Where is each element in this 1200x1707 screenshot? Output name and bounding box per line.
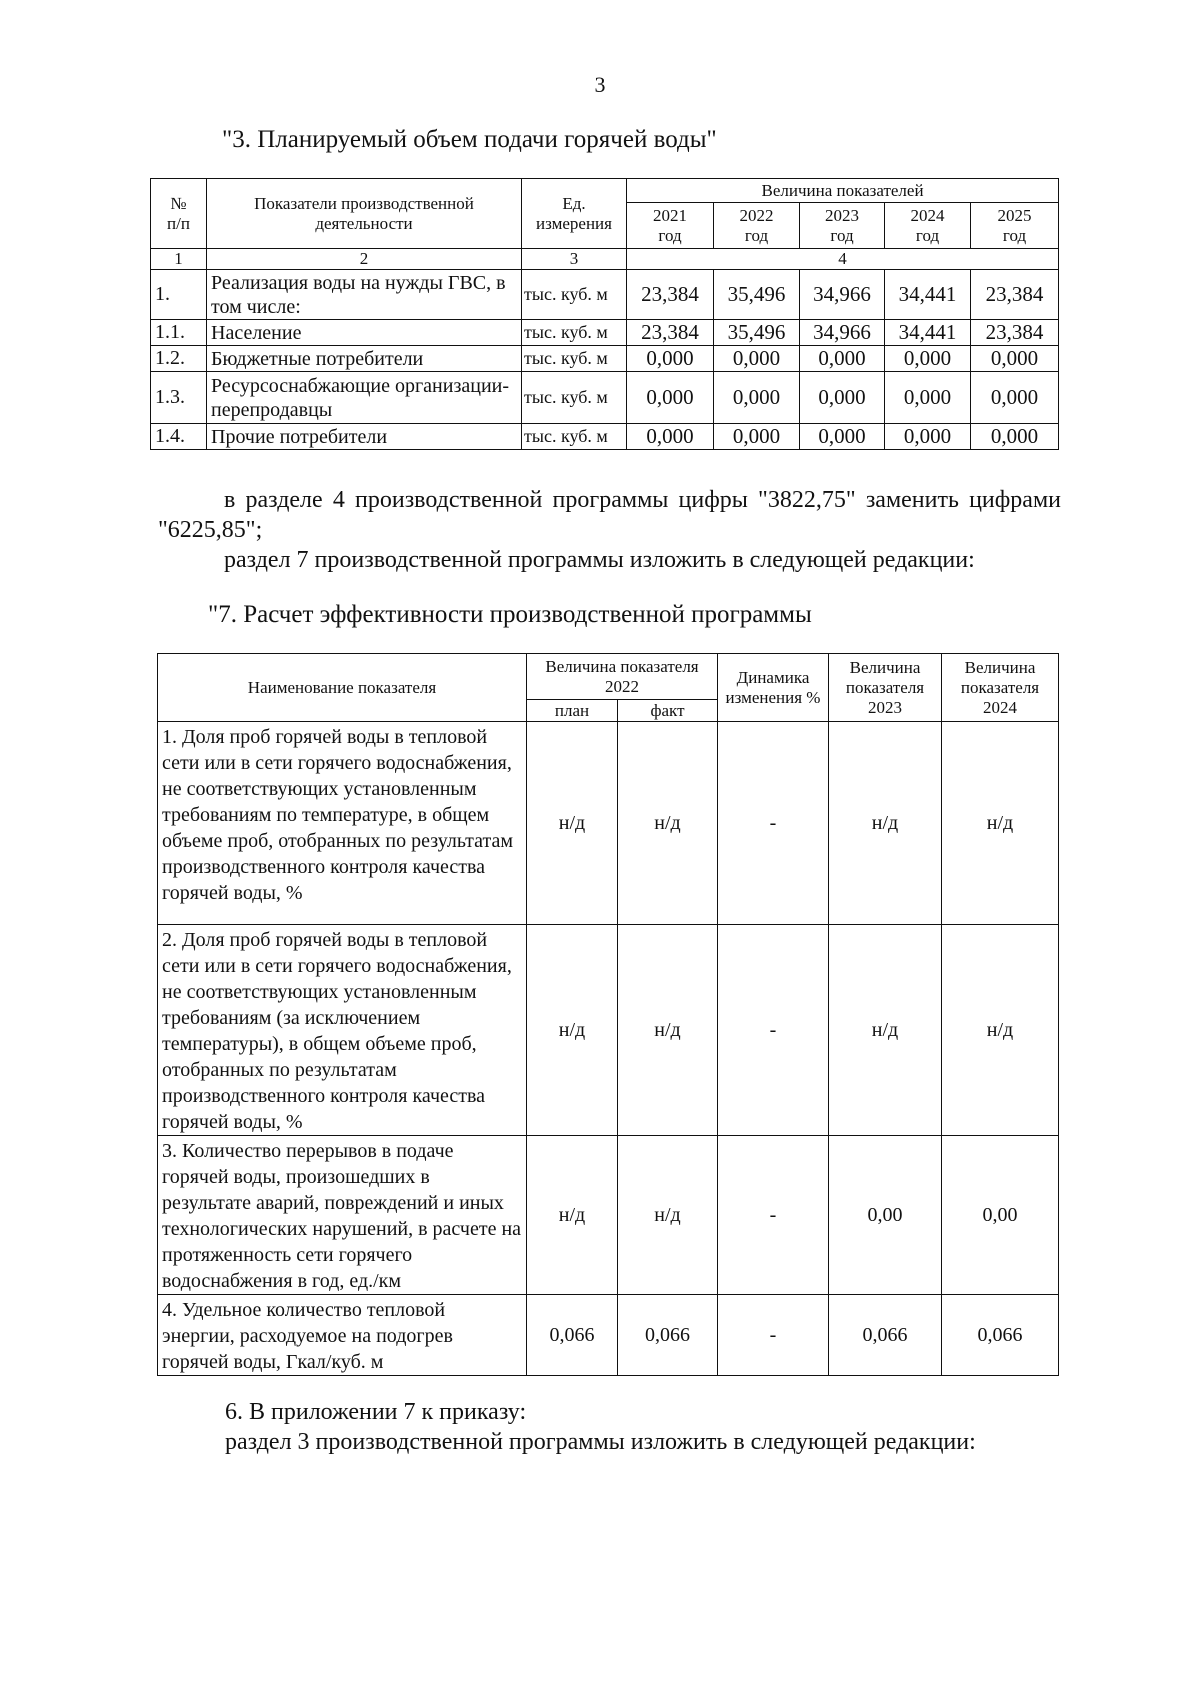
- section7-title: "7. Расчет эффективности производственной программы: [208, 601, 812, 628]
- row-unit: тыс. куб. м: [522, 320, 627, 346]
- row-num: 1.3.: [151, 372, 207, 424]
- table-row: [151, 270, 1059, 320]
- row-unit: тыс. куб. м: [522, 346, 627, 372]
- value-dynamics: -: [718, 925, 829, 1136]
- efficiency-table: [157, 653, 1059, 1376]
- row-value: 0,000: [714, 424, 800, 450]
- row-value: 0,000: [971, 346, 1059, 372]
- row-value: 23,384: [971, 320, 1059, 346]
- row-value: 0,000: [714, 372, 800, 424]
- value-fact: н/д: [618, 1136, 718, 1295]
- footer-line-section3: раздел 3 производственной программы изложить в следующей редакции:: [225, 1429, 976, 1455]
- column-numbers-row: [151, 249, 1059, 270]
- row-value: 0,000: [714, 346, 800, 372]
- value-dynamics: -: [718, 722, 829, 925]
- table-row: [151, 372, 1059, 424]
- section3-title: "3. Планируемый объем подачи горячей воды": [222, 126, 717, 153]
- table-row: [151, 424, 1059, 450]
- value-fact: 0,066: [618, 1295, 718, 1376]
- value-2024: 0,066: [942, 1295, 1059, 1376]
- value-dynamics: -: [718, 1136, 829, 1295]
- header-year: 2024 год: [885, 203, 971, 249]
- indicator-name: 3. Количество перерывов в подаче горячей воды, произошедших в результате аварий, повреждений и иных технологических нарушений, в расчете на протяженность сети горячего водоснабжения в год, ед./км: [158, 1136, 527, 1295]
- row-value: 0,000: [627, 372, 714, 424]
- paragraph-section7-intro: раздел 7 производственной программы изложить в следующей редакции:: [224, 547, 975, 573]
- row-value: 23,384: [971, 270, 1059, 320]
- row-value: 0,000: [800, 346, 885, 372]
- row-value: 34,966: [800, 320, 885, 346]
- header-year: 2025 год: [971, 203, 1059, 249]
- table-row: [158, 1136, 1059, 1295]
- value-2024: 0,00: [942, 1136, 1059, 1295]
- row-unit: тыс. куб. м: [522, 372, 627, 424]
- column-number: 2: [207, 249, 522, 270]
- row-num: 1.2.: [151, 346, 207, 372]
- table-row: [158, 1295, 1059, 1376]
- value-plan: н/д: [527, 722, 618, 925]
- value-2023: н/д: [829, 925, 942, 1136]
- column-number: 4: [627, 249, 1059, 270]
- value-plan: 0,066: [527, 1295, 618, 1376]
- row-num: 1.1.: [151, 320, 207, 346]
- header-fact: факт: [618, 700, 718, 722]
- table-row: [158, 722, 1059, 925]
- row-num: 1.4.: [151, 424, 207, 450]
- row-value: 23,384: [627, 320, 714, 346]
- value-2023: 0,066: [829, 1295, 942, 1376]
- row-value: 0,000: [800, 372, 885, 424]
- row-value: 0,000: [971, 424, 1059, 450]
- row-name: Бюджетные потребители: [207, 346, 522, 372]
- paragraph-section4-change: в разделе 4 производственной программы цифры "3822,75" заменить цифрами "6225,85";: [158, 487, 1061, 543]
- row-value: 23,384: [627, 270, 714, 320]
- table-row: [151, 320, 1059, 346]
- indicator-name: 1. Доля проб горячей воды в тепловой сети или в сети горячего водоснабжения, не соответствующих установленным требованиям по температуре, в общем объеме проб, отобранных по результатам производственного контроля качества горячей воды, %: [158, 722, 527, 925]
- value-plan: н/д: [527, 1136, 618, 1295]
- table-row: [158, 925, 1059, 1136]
- header-year: 2023 год: [800, 203, 885, 249]
- row-value: 34,966: [800, 270, 885, 320]
- header-indicator-name: Наименование показателя: [158, 654, 527, 722]
- header-plan: план: [527, 700, 618, 722]
- row-value: 35,496: [714, 270, 800, 320]
- header-values-group: Величина показателей: [627, 179, 1059, 203]
- header-year: 2021 год: [627, 203, 714, 249]
- header-value-2023: Величина показателя 2023: [829, 654, 942, 722]
- row-name: Реализация воды на нужды ГВС, в том числе:: [207, 270, 522, 320]
- indicator-name: 2. Доля проб горячей воды в тепловой сети или в сети горячего водоснабжения, не соответствующих установленным требованиям (за исключением температуры), в общем объеме проб, отобранных по результатам производственного контроля качества горячей воды, %: [158, 925, 527, 1136]
- column-number: 3: [522, 249, 627, 270]
- header-indicator: Показатели производственной деятельности: [207, 179, 522, 249]
- table-row: [151, 346, 1059, 372]
- row-name: Ресурсоснабжающие организации-перепродавцы: [207, 372, 522, 424]
- supply-volume-table: [150, 178, 1059, 450]
- row-value: 0,000: [800, 424, 885, 450]
- row-name: Прочие потребители: [207, 424, 522, 450]
- value-2024: н/д: [942, 925, 1059, 1136]
- row-value: 35,496: [714, 320, 800, 346]
- row-name: Население: [207, 320, 522, 346]
- header-value-2022: Величина показателя 2022: [527, 654, 718, 700]
- row-value: 0,000: [627, 424, 714, 450]
- row-value: 0,000: [971, 372, 1059, 424]
- indicator-name: 4. Удельное количество тепловой энергии, расходуемое на подогрев горячей воды, Гкал/куб. м: [158, 1295, 527, 1376]
- row-value: 34,441: [885, 320, 971, 346]
- value-dynamics: -: [718, 1295, 829, 1376]
- value-fact: н/д: [618, 925, 718, 1136]
- value-2024: н/д: [942, 722, 1059, 925]
- header-unit: Ед. измерения: [522, 179, 627, 249]
- row-unit: тыс. куб. м: [522, 424, 627, 450]
- row-value: 0,000: [885, 372, 971, 424]
- value-2023: н/д: [829, 722, 942, 925]
- row-value: 0,000: [885, 346, 971, 372]
- row-value: 34,441: [885, 270, 971, 320]
- footer-line-appendix: 6. В приложении 7 к приказу:: [225, 1399, 527, 1425]
- row-unit: тыс. куб. м: [522, 270, 627, 320]
- header-year: 2022 год: [714, 203, 800, 249]
- row-num: 1.: [151, 270, 207, 320]
- header-dynamics: Динамика изменения %: [718, 654, 829, 722]
- row-value: 0,000: [885, 424, 971, 450]
- value-plan: н/д: [527, 925, 618, 1136]
- page-number: 3: [594, 72, 606, 97]
- row-value: 0,000: [627, 346, 714, 372]
- value-fact: н/д: [618, 722, 718, 925]
- header-value-2024: Величина показателя 2024: [942, 654, 1059, 722]
- header-num: № п/п: [151, 179, 207, 249]
- column-number: 1: [151, 249, 207, 270]
- value-2023: 0,00: [829, 1136, 942, 1295]
